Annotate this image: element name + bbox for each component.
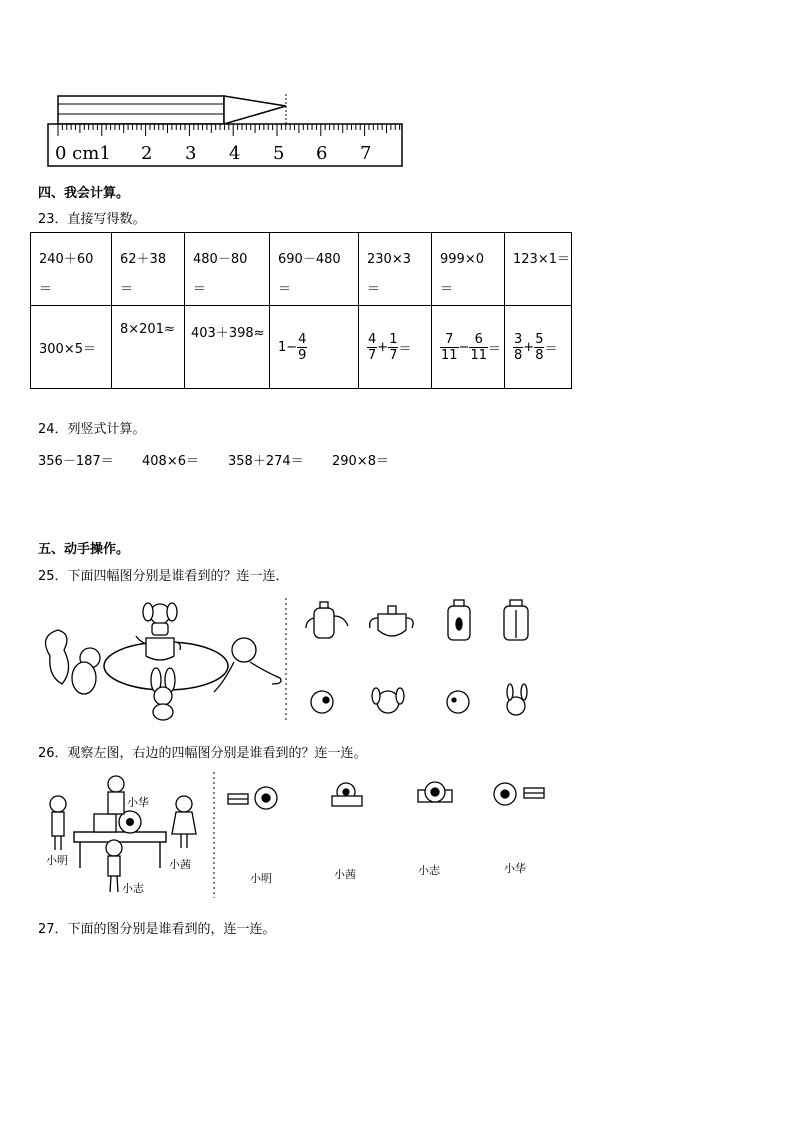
q24-title: 24．列竖式计算。 xyxy=(38,422,146,437)
eq: ＝ xyxy=(193,282,207,297)
table-cell xyxy=(112,306,185,389)
ruler-label-3: 3 xyxy=(185,143,197,164)
expr: 1− xyxy=(278,339,298,355)
monkey-head-icon xyxy=(447,691,469,713)
eq: ＝ xyxy=(278,282,292,297)
eq: ＝ xyxy=(440,282,454,297)
table-cell xyxy=(505,306,572,389)
eq: ＝ xyxy=(367,282,381,297)
view-label: 小华 xyxy=(504,862,526,875)
expr: 8×201≈ xyxy=(120,322,175,337)
view-2-icon xyxy=(332,783,362,806)
q24-item: 356－187＝ xyxy=(38,454,114,469)
fraction xyxy=(388,332,398,363)
person-xiaoqian-icon xyxy=(172,796,196,848)
q24-item: 358＋274＝ xyxy=(228,454,304,469)
eq: ＝ xyxy=(488,341,502,357)
table-cell xyxy=(505,233,572,306)
teapot-view-2-icon xyxy=(370,606,413,636)
expr: 690－480 xyxy=(278,252,341,267)
table-cell xyxy=(270,233,359,306)
ruler-label-7: 7 xyxy=(360,143,372,164)
denominator: 11 xyxy=(441,347,458,363)
denominator: 7 xyxy=(368,347,377,363)
operator: + xyxy=(523,339,535,355)
table-cell xyxy=(359,233,432,306)
view-4-icon xyxy=(494,783,544,805)
view-1-icon xyxy=(228,787,277,809)
operator: − xyxy=(458,339,470,355)
denominator: 8 xyxy=(535,347,544,363)
numerator: 6 xyxy=(469,332,488,348)
rabbit-head-icon xyxy=(507,684,527,715)
squirrel-icon xyxy=(46,630,101,694)
table-cell xyxy=(359,306,432,389)
expr: 300×5＝ xyxy=(39,341,96,357)
eq: ＝ xyxy=(39,282,53,297)
ruler-label-0: 0 cm1 xyxy=(55,143,111,164)
denominator: 7 xyxy=(389,347,398,363)
fraction xyxy=(440,332,459,363)
teapot-view-4-icon xyxy=(504,600,528,640)
expr: 999×0 xyxy=(440,252,484,267)
operator: + xyxy=(377,339,389,355)
q26-title: 26．观察左图，右边的四幅图分别是谁看到的？连一连。 xyxy=(38,746,367,761)
q24-item: 290×8＝ xyxy=(332,454,389,469)
label-xiaoqian: 小茜 xyxy=(169,858,191,871)
dog-head-icon xyxy=(372,688,404,713)
view-3-icon xyxy=(418,782,452,802)
person-xiaozhi-icon xyxy=(106,840,122,892)
table-cell xyxy=(185,306,270,389)
ruler-label-5: 5 xyxy=(273,143,285,164)
expr: 403＋398≈ xyxy=(191,326,265,341)
eq: ＝ xyxy=(398,341,412,357)
fraction xyxy=(297,332,307,363)
ruler-label-6: 6 xyxy=(316,143,328,164)
squirrel-head-icon xyxy=(311,691,333,713)
expr: 480－80 xyxy=(193,252,248,267)
eq: ＝ xyxy=(544,341,558,357)
table-cell xyxy=(432,306,505,389)
table-cell xyxy=(112,233,185,306)
expr: 123×1＝ xyxy=(513,252,570,267)
denominator: 11 xyxy=(470,347,487,363)
section-5-title: 五、动手操作。 xyxy=(38,542,130,557)
numerator: 4 xyxy=(298,331,307,347)
table-row xyxy=(31,306,572,389)
label-xiaoming: 小明 xyxy=(46,854,68,867)
ruler-label-4: 4 xyxy=(229,143,241,164)
q26-figure xyxy=(38,770,558,902)
fraction xyxy=(469,332,488,363)
expr: 230×3 xyxy=(367,252,411,267)
fraction xyxy=(534,332,544,363)
label-xiaohua: 小华 xyxy=(127,796,149,809)
q25-title: 25．下面四幅图分别是谁看到的？连一连． xyxy=(38,569,289,584)
numerator: 7 xyxy=(440,332,459,348)
denominator: 8 xyxy=(514,347,523,363)
table-cell xyxy=(270,306,359,389)
eq: ＝ xyxy=(120,282,134,297)
table-cell xyxy=(185,233,270,306)
view-label: 小明 xyxy=(250,872,272,885)
table-cell xyxy=(432,233,505,306)
view-label: 小志 xyxy=(418,864,440,877)
table-cell xyxy=(31,233,112,306)
numerator: 3 xyxy=(514,331,523,347)
person-xiaoming-icon xyxy=(50,796,66,850)
label-xiaozhi: 小志 xyxy=(122,882,144,895)
q25-figure xyxy=(38,596,538,726)
fraction xyxy=(367,332,377,363)
q24-item: 408×6＝ xyxy=(142,454,199,469)
table-cell xyxy=(31,306,112,389)
view-label: 小茜 xyxy=(334,868,356,881)
section-4-title: 四、我会计算。 xyxy=(38,186,130,201)
q23-table xyxy=(30,232,572,389)
numerator: 4 xyxy=(368,331,377,347)
ruler-label-2: 2 xyxy=(141,143,153,164)
q27-title: 27．下面的图分别是谁看到的，连一连。 xyxy=(38,922,276,937)
expr: 240＋60 xyxy=(39,252,94,267)
fraction xyxy=(513,332,523,363)
q23-title: 23．直接写得数。 xyxy=(38,212,146,227)
numerator: 1 xyxy=(389,331,398,347)
teapot-view-1-icon xyxy=(306,602,348,638)
dog-icon xyxy=(143,603,177,635)
table-row xyxy=(31,233,572,306)
numerator: 5 xyxy=(535,331,544,347)
expr: 62＋38 xyxy=(120,252,167,267)
box-icon xyxy=(94,814,116,832)
teapot-view-3-icon xyxy=(448,600,470,640)
denominator: 9 xyxy=(298,347,307,363)
person-xiaohua-icon xyxy=(108,776,124,814)
pencil-icon xyxy=(58,94,286,126)
